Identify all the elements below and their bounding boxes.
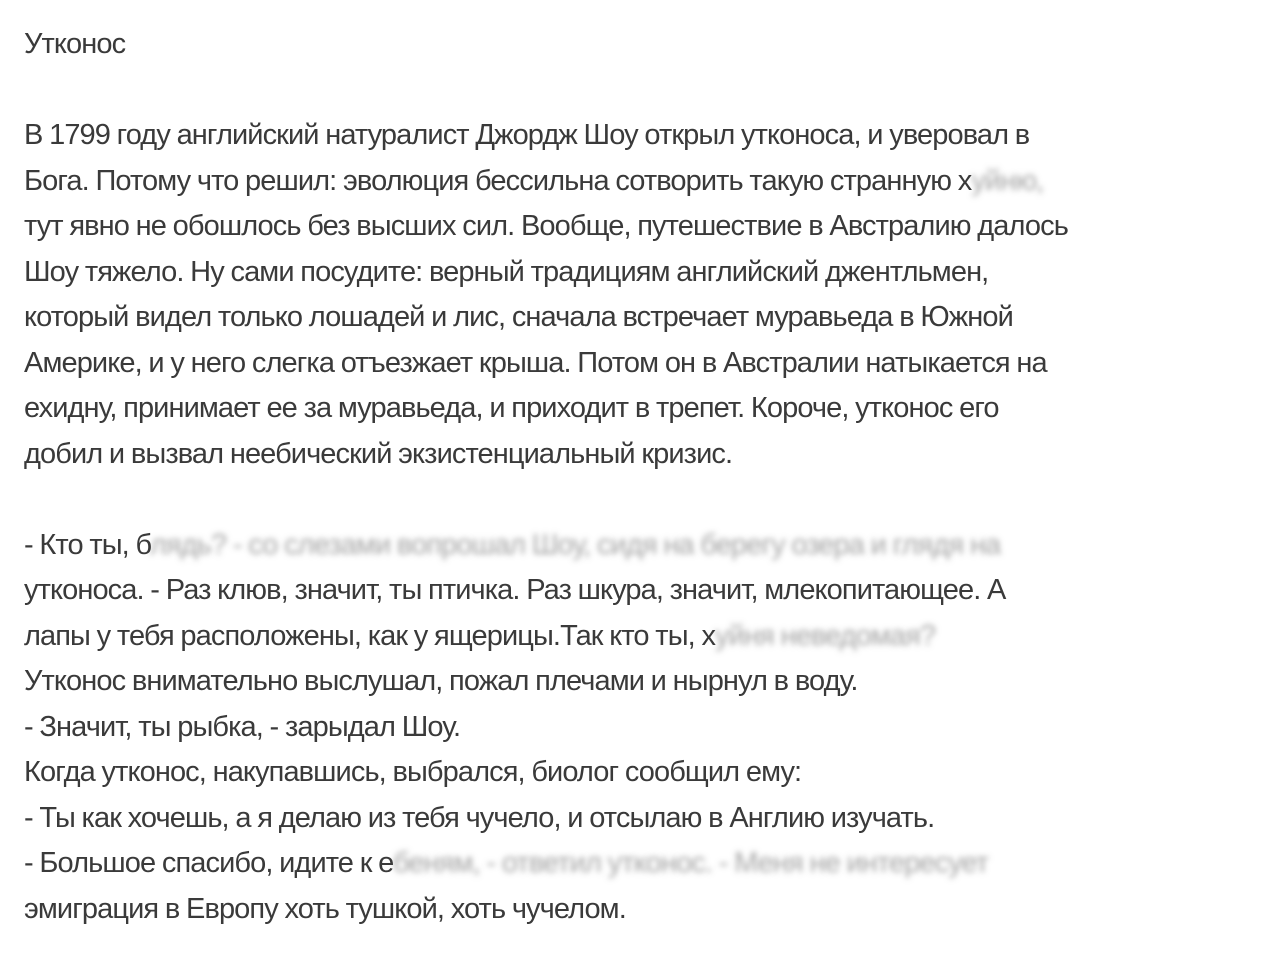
text-segment: В 1799 году английский натуралист Джордж Шоу открыл утконоса, и уверовал в (24, 119, 1030, 151)
text-line (24, 523, 1264, 569)
text-line (24, 887, 1264, 933)
text-line (24, 705, 1264, 751)
text-segment: Америке, и у него слегка отъезжает крыша. Потом он в Австралии натыкается на (24, 346, 1047, 379)
text-segment: - Большое спасибо, идите к е (24, 847, 394, 879)
text-line (24, 295, 1264, 341)
text-segment: Шоу тяжело. Ну сами посудите: верный традициям английский джентльмен, (24, 255, 989, 288)
text-segment: Бога. Потому что решил: эволюция бессильна сотворить такую странную х (24, 164, 972, 197)
text-line (24, 386, 1264, 432)
censored-word: уйня неведомая? (715, 619, 936, 652)
text-segment: который видел только лошадей и лис, сначала встречает муравьеда в Южной (24, 301, 1013, 333)
censored-word: лядь? - со слезами вопрошал Шоу, сидя на берегу озера и глядя на (149, 528, 1001, 561)
paragraph-gap (24, 477, 1264, 523)
text-segment: Утконос внимательно выслушал, пожал плечами и нырнул в воду. (24, 665, 858, 697)
text-line (24, 341, 1264, 387)
text-line (24, 796, 1264, 842)
text-segment: Когда утконос, накупавшись, выбрался, биолог сообщил ему: (24, 756, 802, 788)
text-line (24, 432, 1264, 478)
post-title: Утконос (24, 28, 126, 60)
text-line (24, 614, 1264, 660)
text-line (24, 659, 1264, 705)
post (24, 22, 1264, 932)
censored-word: уйню, (971, 164, 1044, 197)
text-line (24, 159, 1264, 205)
censored-word: беням, - ответил утконос. - Меня не интересует (393, 847, 989, 879)
text-line (24, 250, 1264, 296)
text-segment: лапы у тебя расположены, как у ящерицы.Так кто ты, х (24, 619, 716, 652)
text-segment: утконоса. - Раз клюв, значит, ты птичка. Раз шкура, значит, млекопитающее. А (24, 574, 1006, 606)
text-line (24, 113, 1264, 159)
paragraph-gap (24, 68, 1264, 114)
text-line (24, 568, 1264, 614)
text-line (24, 841, 1264, 887)
text-line (24, 204, 1264, 250)
paragraph-1 (24, 113, 1264, 477)
paragraph-2 (24, 523, 1264, 933)
text-segment: ехидну, принимает ее за муравьеда, и приходит в трепет. Короче, утконос его (24, 392, 999, 424)
text-segment: - Кто ты, б (24, 528, 150, 561)
text-segment: - Ты как хочешь, а я делаю из тебя чучело, и отсылаю в Англию изучать. (24, 801, 935, 834)
text-line (24, 750, 1264, 796)
text-segment: добил и вызвал неебический экзистенциальный кризис. (24, 437, 733, 470)
text-segment: - Значит, ты рыбка, - зарыдал Шоу. (24, 710, 461, 743)
text-segment: эмиграция в Европу хоть тушкой, хоть чучелом. (24, 892, 626, 925)
text-segment: тут явно не обошлось без высших сил. Вообще, путешествие в Австралию далось (24, 210, 1068, 242)
